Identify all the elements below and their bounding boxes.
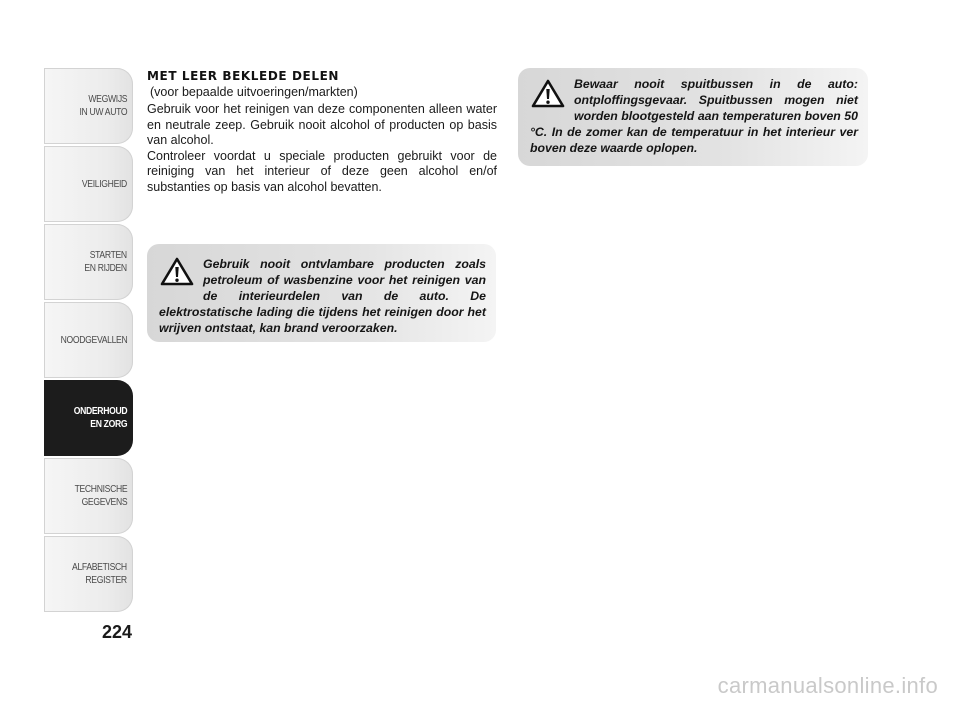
- tab-noodgevallen[interactable]: [44, 302, 133, 378]
- warning-box: [518, 68, 868, 166]
- tab-label: ALFABETISCH REGISTER: [72, 561, 127, 586]
- tab-onderhoud-en-zorg[interactable]: [44, 380, 133, 456]
- tab-alfabetisch-register[interactable]: [44, 536, 133, 612]
- paragraph: Controleer voordat u speciale producten gebruikt voor de reiniging van het interieur of deze geen alcohol en/of substanties op basis van alcohol bevatten.: [147, 148, 497, 194]
- warning-box: [147, 244, 496, 342]
- tab-label: TECHNISCHE GEGEVENS: [74, 483, 127, 508]
- paragraph: Gebruik voor het reinigen van deze componenten alleen water en neutrale zeep. Gebruik nooit alcohol of producten op basis van alcohol.: [147, 102, 497, 147]
- section-subheading: (voor bepaalde uitvoeringen/markten): [150, 85, 358, 99]
- page-number: 224: [102, 622, 133, 642]
- section-heading: MET LEER BEKLEDE DELEN: [147, 69, 340, 83]
- tab-technische-gegevens[interactable]: [44, 458, 133, 534]
- tab-label: ONDERHOUD EN ZORG: [73, 405, 127, 430]
- main-text-column: [147, 68, 497, 195]
- warning-text: Gebruik nooit ontvlambare producten zoals petroleum of wasbenzine voor het reinigen van de interieurdelen van de auto. De elektrostatische lading die tijdens het reinigen door het wrijven ontstaat, kan brand veroorzaken.: [159, 257, 486, 335]
- warning-text: Bewaar nooit spuitbussen in de auto: ontploffingsgevaar. Spuitbussen mogen niet worden blootgesteld aan temperaturen boven 50 °C. In de zomer kan de temperatuur in het interieur ver boven deze waarde oplopen.: [530, 77, 858, 155]
- tab-label: NOODGEVALLEN: [60, 333, 127, 346]
- tab-starten-en-rijden[interactable]: [44, 224, 133, 300]
- tab-label: VEILIGHEID: [81, 177, 127, 190]
- tab-veiligheid[interactable]: [44, 146, 133, 222]
- tab-label: STARTEN EN RIJDEN: [84, 249, 127, 274]
- tab-label: WEGWIJS IN UW AUTO: [79, 93, 127, 118]
- tab-wegwijs[interactable]: [44, 68, 133, 144]
- warning-triangle-icon: [531, 79, 565, 109]
- watermark: carmanualsonline.info: [717, 673, 938, 698]
- warning-triangle-icon: [160, 257, 194, 287]
